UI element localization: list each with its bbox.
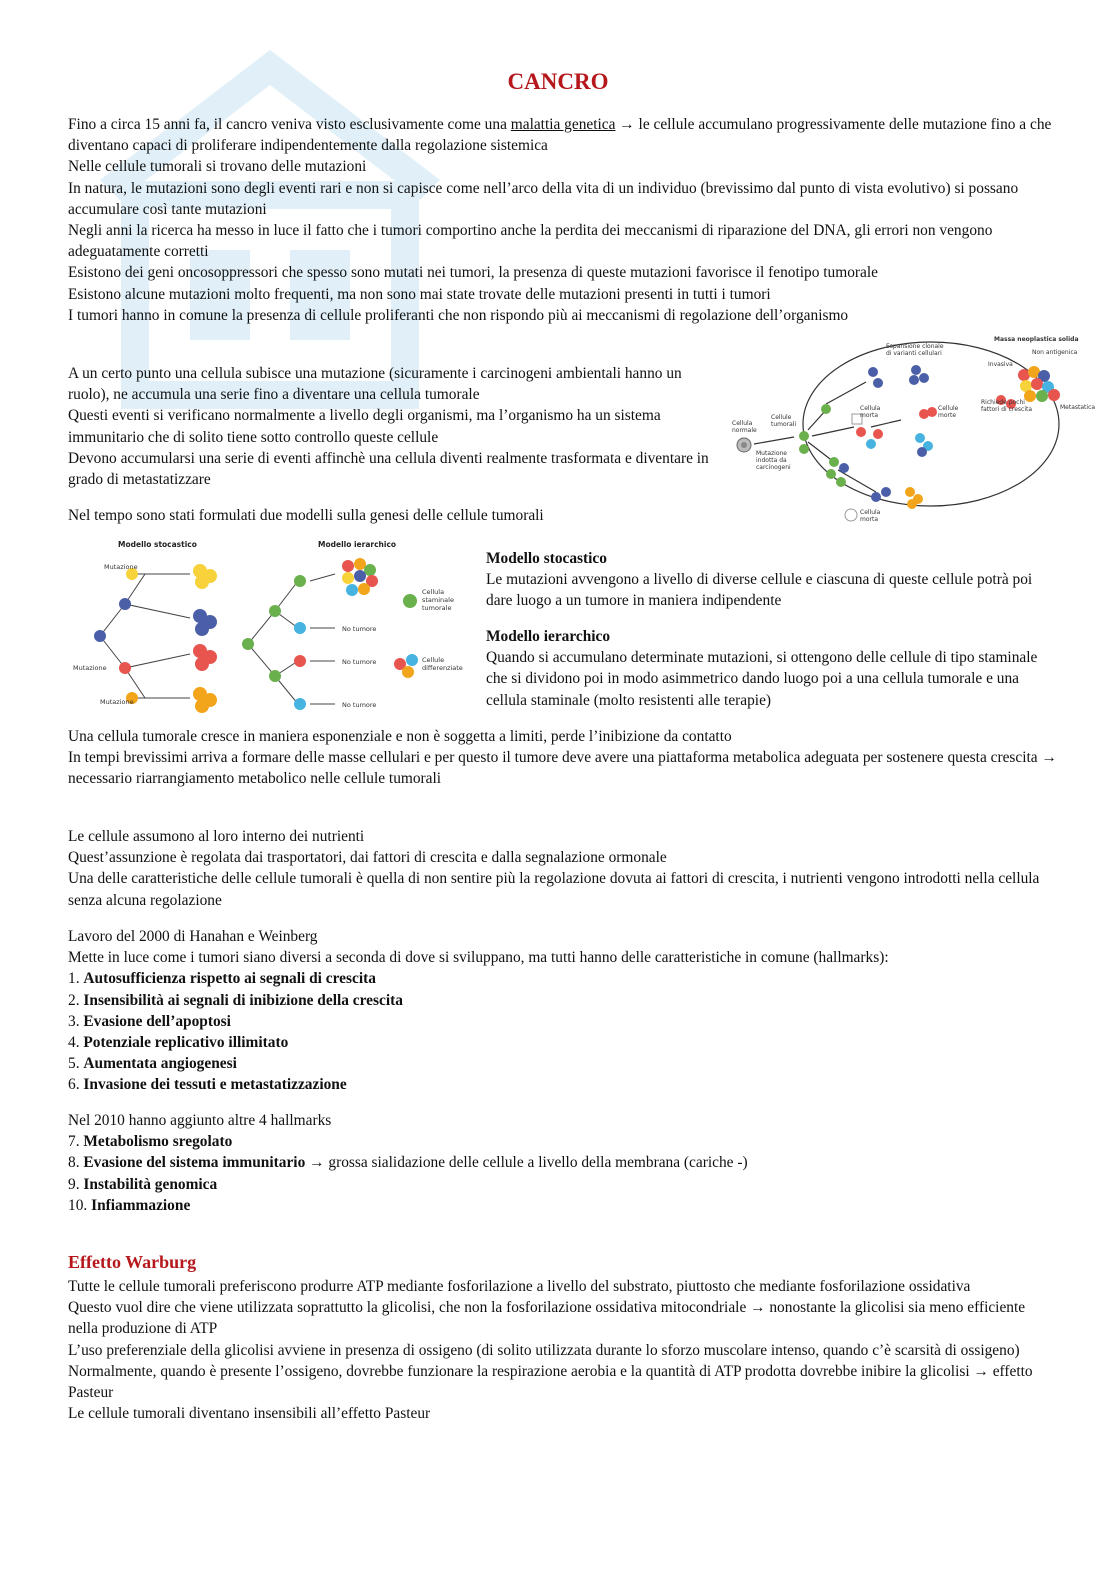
nutrient-line-0: Le cellule assumono al loro interno dei nutrienti xyxy=(68,828,365,845)
warburg-line-1: Questo vuol dire che viene utilizzata soprattutto la glicolisi, che non la fosforilazione ossidativa mitocondriale → nonostante la glicolisi sia meno efficiente nella produzione di ATP xyxy=(68,1299,1026,1338)
fig2-mutation-top: Mutazione xyxy=(104,563,138,571)
fig2-no-tumor-1: No tumore xyxy=(342,625,377,633)
intro-line-2: In natura, le mutazioni sono degli eventi rari e non si capisce come nell’arco della vita di un individuo (brevissimo dal punto di vista evolutivo) si possano accumulare così tante mutazioni xyxy=(68,179,1019,218)
fig2-stem-2: staminale xyxy=(422,596,454,604)
label-clonal-2: di varianti cellulari xyxy=(886,350,942,357)
growth-block xyxy=(68,726,1058,790)
clonal-evolution-figure xyxy=(726,332,1100,524)
hallmark-item: 9. Instabilità genomica xyxy=(68,1175,218,1193)
label-tumor-cell-2: tumorali xyxy=(771,421,797,428)
hierarchical-model-heading: Modello ierarchico xyxy=(486,628,611,645)
hallmarks-intro-0: Lavoro del 2000 di Hanahan e Weinberg xyxy=(68,928,318,945)
intro-line-4: Esistono dei geni oncosoppressori che spesso sono mutati nei tumori, la presenza di queste mutazioni favorisce il fenotipo tumorale xyxy=(68,264,878,282)
hallmark-item: 1. Autosufficienza rispetto ai segnali di crescita xyxy=(68,970,376,988)
label-growth-factor-1: Richiede pochi xyxy=(981,399,1025,406)
stochastic-model-heading: Modello stocastico xyxy=(486,550,607,567)
label-normal-cell-2: normale xyxy=(732,427,757,434)
label-dead-mid-1: Cellule xyxy=(938,405,959,412)
mutation-line-2: Devono accumularsi una serie di eventi affinchè una cellula diventi realmente trasformata e diventare in grado di metastatizzare xyxy=(68,449,709,489)
nutrient-block xyxy=(68,826,1058,911)
hallmarks-block xyxy=(68,926,1058,1096)
hallmark-item: 8. Evasione del sistema immunitario → grossa sialidazione delle cellule a livello della membrana (cariche -) xyxy=(68,1154,748,1172)
label-tumor-cell-1: Cellule xyxy=(771,414,792,421)
hallmark-item: 2. Insensibilità ai segnali di inibizione della crescita xyxy=(68,991,403,1009)
intro-line-0: Fino a circa 15 anni fa, il cancro veniva visto esclusivamente come una malattia genetica → le cellule accumulano progressivamente delle mutazione fino a che diventano capaci di proliferare indipendentemente dalla regolazione sistemica xyxy=(68,116,1052,155)
label-mutation-induced-1: Mutazione xyxy=(756,450,787,457)
hallmarks2-block xyxy=(68,1110,1058,1216)
tumor-models-figure xyxy=(70,536,470,716)
warburg-line-4: Le cellule tumorali diventano insensibili all’effetto Pasteur xyxy=(68,1405,431,1423)
warburg-line-2: L’uso preferenziale della glicolisi avviene in presenza di ossigeno (di solito utilizzata durante lo sforzo muscolare intenso, quando c’è scarsità di ossigeno) xyxy=(68,1341,1020,1359)
warburg-block xyxy=(68,1276,1058,1424)
hallmarks-intro-1: Mette in luce come i tumori siano diversi a seconda di dove si sviluppano, ma tutti hanno delle caratteristiche in comune (hallmarks): xyxy=(68,949,889,967)
label-clonal-1: Espansione clonale xyxy=(886,343,944,350)
fig2-stem-1: Cellula xyxy=(422,588,445,596)
fig2-no-tumor-2: No tumore xyxy=(342,658,377,666)
label-solid-mass: Massa neoplastica solida xyxy=(994,336,1079,343)
fig2-mutation-mid: Mutazione xyxy=(73,664,107,672)
page-title: CANCRO xyxy=(507,69,609,94)
mutation-block xyxy=(68,363,716,490)
fig2-diff-1: Cellule xyxy=(422,656,445,664)
cell-cluster-icons xyxy=(737,365,1060,521)
fig2-title-hierarchical: Modello ierarchico xyxy=(318,540,397,549)
intro-line-5: Esistono alcune mutazioni molto frequenti, ma non sono mai state trovate delle mutazioni presenti in tutti i tumori xyxy=(68,285,771,303)
label-mutation-induced-3: carcinogeni xyxy=(756,464,791,471)
label-non-antigenic: Non antigenica xyxy=(1032,349,1078,356)
stochastic-model-text: Le mutazioni avvengono a livello di diverse cellule e ciascuna di queste cellule potrà poi dare luogo a un tumore in maniera indipendente xyxy=(486,571,1033,610)
label-dead-top-1: Cellula xyxy=(860,405,881,412)
warburg-heading: Effetto Warburg xyxy=(68,1252,197,1272)
fig2-stem-3: tumorale xyxy=(422,604,452,612)
hallmarks-list xyxy=(68,968,1058,1095)
hallmarks2-intro: Nel 2010 hanno aggiunto altre 4 hallmarks xyxy=(68,1112,332,1129)
warburg-line-3: Normalmente, quando è presente l’ossigeno, dovrebbe funzionare la respirazione aerobia e la quantità di ATP prodotta dovrebbe inibire la glicolisi → effetto Pasteur xyxy=(68,1362,1033,1402)
label-growth-factor-2: fattori di crescita xyxy=(981,406,1033,413)
warburg-line-0: Tutte le cellule tumorali preferiscono produrre ATP mediante fosforilazione a livello del substrato, piuttosto che mediante fosforilazione ossidativa xyxy=(68,1278,971,1295)
intro-block xyxy=(68,114,1058,326)
models-intro: Nel tempo sono stati formulati due modelli sulla genesi delle cellule tumorali xyxy=(68,507,544,524)
hallmark-item: 3. Evasione dell’apoptosi xyxy=(68,1012,231,1030)
genetic-disease-link[interactable]: malattia genetica xyxy=(510,116,616,133)
fig2-cells xyxy=(94,558,418,713)
fig2-title-stochastic: Modello stocastico xyxy=(118,540,197,549)
hallmarks2-list xyxy=(68,1131,1058,1216)
label-mutation-induced-2: indotta da xyxy=(756,457,787,464)
hierarchical-model-text: Quando si accumulano determinate mutazioni, si ottengono delle cellule di tipo staminale che si dividono poi in modo asimmetrico dando luogo poi a una cellula tumorale e una cellula staminale (molto resistenti alle terapie) xyxy=(486,649,1038,709)
label-dead-bottom-2: morta xyxy=(860,516,879,523)
label-dead-top-2: morta xyxy=(860,412,879,419)
hallmark-item: 5. Aumentata angiogenesi xyxy=(68,1055,237,1073)
growth-line-1: In tempi brevissimi arriva a formare delle masse cellulari e per questo il tumore deve avere una piattaforma metabolica adeguata per sostenere questa crescita → necessario riarrangiamento metabolico nelle cellule tumorali xyxy=(68,749,1057,788)
fig2-no-tumor-3: No tumore xyxy=(342,701,377,709)
hallmark-item: 6. Invasione dei tessuti e metastatizzazione xyxy=(68,1076,347,1094)
intro-line-1: Nelle cellule tumorali si trovano delle mutazioni xyxy=(68,158,367,176)
mutation-line-1: Questi eventi si verificano normalmente a livello degli organismi, ma l’organismo ha un sistema immunitario che di solito tiene sotto controllo queste cellule xyxy=(68,407,661,446)
nutrient-line-1: Quest’assunzione è regolata dai trasportatori, dai fattori di crescita e dalla segnalazione ormonale xyxy=(68,849,667,867)
label-normal-cell-1: Cellula xyxy=(732,420,753,427)
hallmark-item: 10. Infiammazione xyxy=(68,1196,191,1214)
fig2-diff-2: differenziate xyxy=(422,664,463,672)
intro-line-3: Negli anni la ricerca ha messo in luce il fatto che i tumori comportino anche la perdita dei meccanismi di riparazione del DNA, gli errori non vengono adeguatamente corretti xyxy=(68,222,993,261)
stochastic-model-block xyxy=(486,548,1056,612)
growth-line-0: Una cellula tumorale cresce in maniera esponenziale e non è soggetta a limiti, perde l’inibizione da contatto xyxy=(68,728,732,745)
nutrient-line-2: Una delle caratteristiche delle cellule tumorali è quella di non sentire più la regolazione dovuta ai fattori di crescita, i nutrienti vengono introdotti nella cellula senza alcuna regolazione xyxy=(68,870,1040,909)
label-invasive: Invasiva xyxy=(988,361,1013,368)
hallmark-item: 7. Metabolismo sregolato xyxy=(68,1133,233,1151)
fig2-mutation-bottom: Mutazione xyxy=(100,698,134,706)
mutation-line-0: A un certo punto una cellula subisce una mutazione (sicuramente i carcinogeni ambientali hanno un ruolo), ne accumula una serie fino a diventare una cellula tumorale xyxy=(68,365,682,404)
intro-line-6: I tumori hanno in comune la presenza di cellule proliferanti che non rispondo più ai meccanismi di regolazione dell’organismo xyxy=(68,306,849,324)
hierarchical-model-block xyxy=(486,626,1056,711)
label-metastatic: Metastatica xyxy=(1060,404,1096,411)
label-dead-bottom-1: Cellula xyxy=(860,509,881,516)
label-dead-mid-2: morte xyxy=(938,412,957,419)
hallmark-item: 4. Potenziale replicativo illimitato xyxy=(68,1034,289,1052)
